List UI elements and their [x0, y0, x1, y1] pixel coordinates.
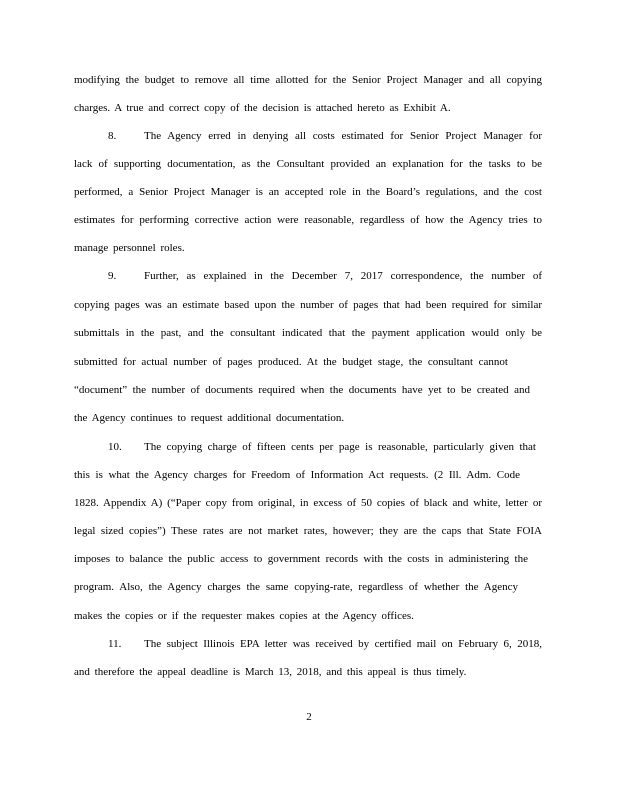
text-line: copying pages was an estimate based upon the number of pages that had been required for similar — [74, 299, 542, 311]
paragraph-number: 9. — [108, 270, 117, 282]
paragraph-number: 11. — [108, 638, 122, 650]
text-line: submitted for actual number of pages produced. At the budget stage, the consultant cannot — [74, 356, 508, 368]
text-line: charges. A true and correct copy of the decision is attached hereto as Exhibit A. — [74, 102, 451, 114]
text-line: estimates for performing corrective action were reasonable, regardless of how the Agency tries to — [74, 214, 542, 226]
text-line: makes the copies or if the requester makes copies at the Agency offices. — [74, 610, 414, 622]
page-number: 2 — [306, 711, 312, 723]
text-line: 1828. Appendix A) (“Paper copy from original, in excess of 50 copies of black and white, letter or — [74, 497, 542, 509]
text-line: this is what the Agency charges for Freedom of Information Act requests. (2 Ill. Adm. Code — [74, 469, 520, 481]
text-line: program. Also, the Agency charges the same copying-rate, regardless of whether the Agency — [74, 581, 518, 593]
text-line: the Agency continues to request additional documentation. — [74, 412, 345, 424]
text-line: and therefore the appeal deadline is March 13, 2018, and this appeal is thus timely. — [74, 666, 467, 678]
text-line: manage personnel roles. — [74, 242, 185, 254]
text-line: modifying the budget to remove all time allotted for the Senior Project Manager and all copying — [74, 74, 542, 86]
paragraph-number: 10. — [108, 441, 122, 453]
text-line: submittals in the past, and the consultant indicated that the payment application would only be — [74, 327, 542, 339]
text-line: imposes to balance the public access to government records with the costs in administering the — [74, 553, 528, 565]
paragraph-first-line: The subject Illinois EPA letter was received by certified mail on February 6, 2018, — [144, 638, 542, 650]
paragraph-number: 8. — [108, 130, 117, 142]
paragraph-first-line: The copying charge of fifteen cents per page is reasonable, particularly given that — [144, 441, 536, 453]
text-line: performed, a Senior Project Manager is an accepted role in the Board’s regulations, and the cost — [74, 186, 542, 198]
paragraph-first-line: Further, as explained in the December 7, 2017 correspondence, the number of — [144, 270, 542, 282]
paragraph-first-line: The Agency erred in denying all costs estimated for Senior Project Manager for — [144, 130, 542, 142]
text-line: lack of supporting documentation, as the Consultant provided an explanation for the tasks to be — [74, 158, 542, 170]
text-line: “document” the number of documents required when the documents have yet to be created and — [74, 384, 530, 396]
text-line: legal sized copies”) These rates are not market rates, however; they are the caps that State FOIA — [74, 525, 542, 537]
